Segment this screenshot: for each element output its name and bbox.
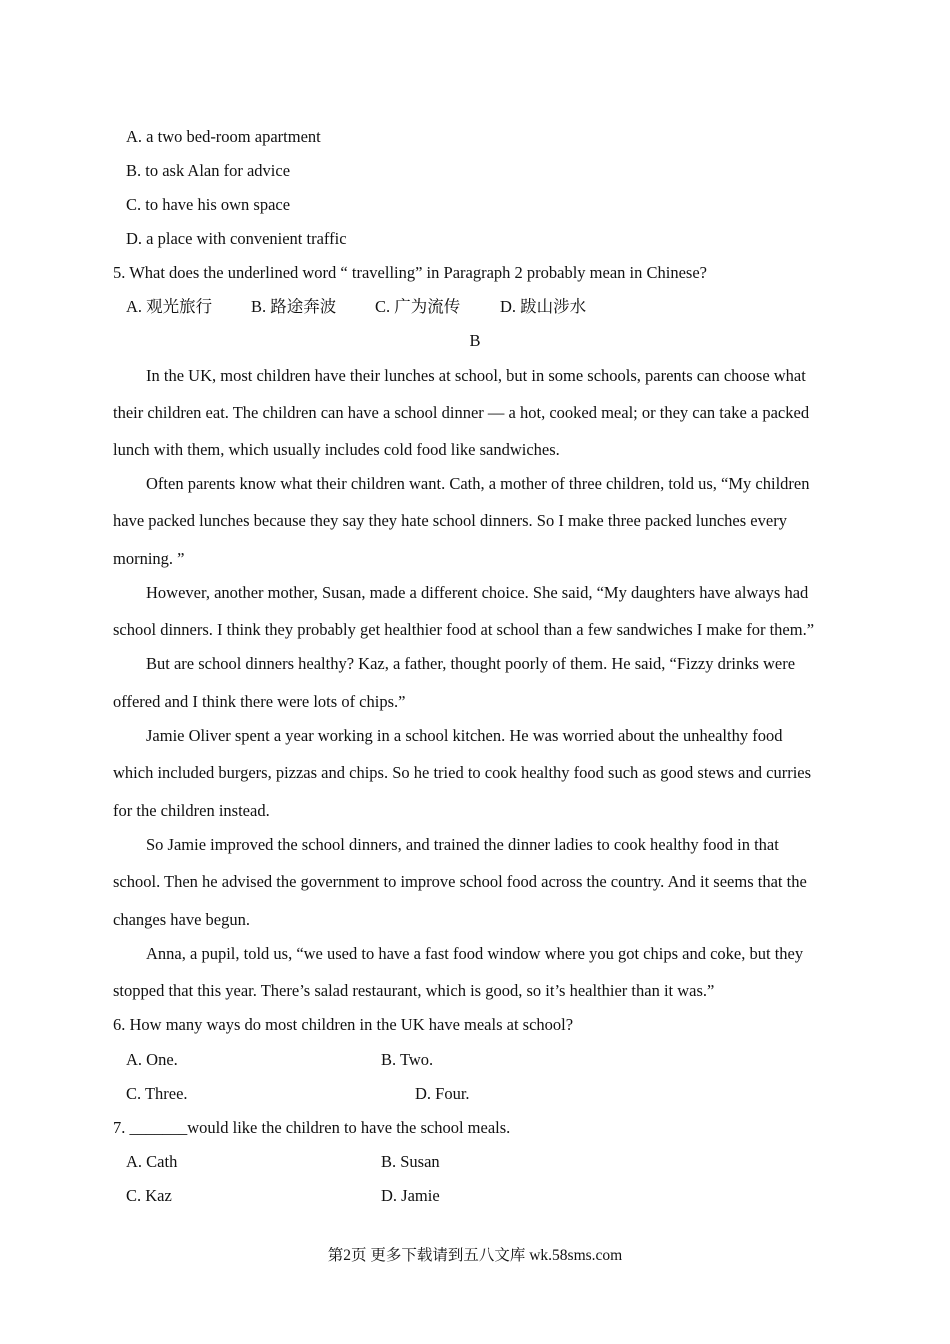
q7-option-d: D. Jamie [381,1186,440,1205]
q6-option-d: D. Four. [415,1084,470,1103]
passage-line: for the children instead. [113,801,270,820]
passage-line: which included burgers, pizzas and chips. So he tried to cook healthy food such as good stews and curries [113,763,812,782]
q5-stem: 5. What does the underlined word “ travelling” in Paragraph 2 probably mean in Chinese? [113,263,707,282]
passage-line: changes have begun. [113,910,250,929]
passage-line: school dinners. I think they probably get healthier food at school than a few sandwiches I make for them.” [113,620,815,639]
q6-option-b: B. Two. [381,1050,434,1069]
q7-option-a: A. Cath [126,1152,178,1171]
passage-line: Often parents know what their children want. Cath, a mother of three children, told us, “My children [146,474,810,493]
q7-option-c: C. Kaz [126,1186,172,1205]
q5-option-b: B. 路途奔波 [251,297,337,316]
passage-line: Jamie Oliver spent a year working in a school kitchen. He was worried about the unhealthy food [146,726,783,745]
q4-option-c: C. to have his own space [126,195,291,214]
passage-line: But are school dinners healthy? Kaz, a father, thought poorly of them. He said, “Fizzy drinks were [146,654,796,673]
passage-line: Anna, a pupil, told us, “we used to have a fast food window where you got chips and coke, but they [146,944,804,963]
section-heading: B [469,331,481,350]
passage-line: stopped that this year. There’s salad restaurant, which is good, so it’s healthier than it was.” [113,981,715,1000]
q5-option-c: C. 广为流传 [375,297,461,316]
passage-line: In the UK, most children have their lunches at school, but in some schools, parents can choose what [146,366,806,385]
page-footer: 第2页 更多下载请到五八文库 wk.58sms.com [327,1247,623,1264]
passage-line: school. Then he advised the government to improve school food across the country. And it seems that the [113,872,807,891]
q4-option-b: B. to ask Alan for advice [126,161,291,180]
q7-stem: 7. _______would like the children to have the school meals. [113,1118,511,1137]
q4-option-d: D. a place with convenient traffic [126,229,347,248]
passage-line: offered and I think there were lots of chips.” [113,692,406,711]
passage-line: However, another mother, Susan, made a different choice. She said, “My daughters have always had [146,583,809,602]
passage-line: So Jamie improved the school dinners, and trained the dinner ladies to cook healthy food in that [146,835,779,854]
passage-line: have packed lunches because they say they hate school dinners. So I make three packed lunches every [113,511,787,530]
q5-option-d: D. 跋山涉水 [500,297,587,316]
passage-line: morning. ” [113,549,185,568]
q6-stem: 6. How many ways do most children in the UK have meals at school? [113,1015,574,1034]
q6-option-a: A. One. [126,1050,178,1069]
passage-line: lunch with them, which usually includes cold food like sandwiches. [113,440,560,459]
q7-option-b: B. Susan [381,1152,440,1171]
q5-option-a: A. 观光旅行 [126,297,213,316]
passage-line: their children eat. The children can have a school dinner — a hot, cooked meal; or they can take a packed [113,403,810,422]
q4-option-a: A. a two bed-room apartment [126,127,321,146]
q6-option-c: C. Three. [126,1084,188,1103]
